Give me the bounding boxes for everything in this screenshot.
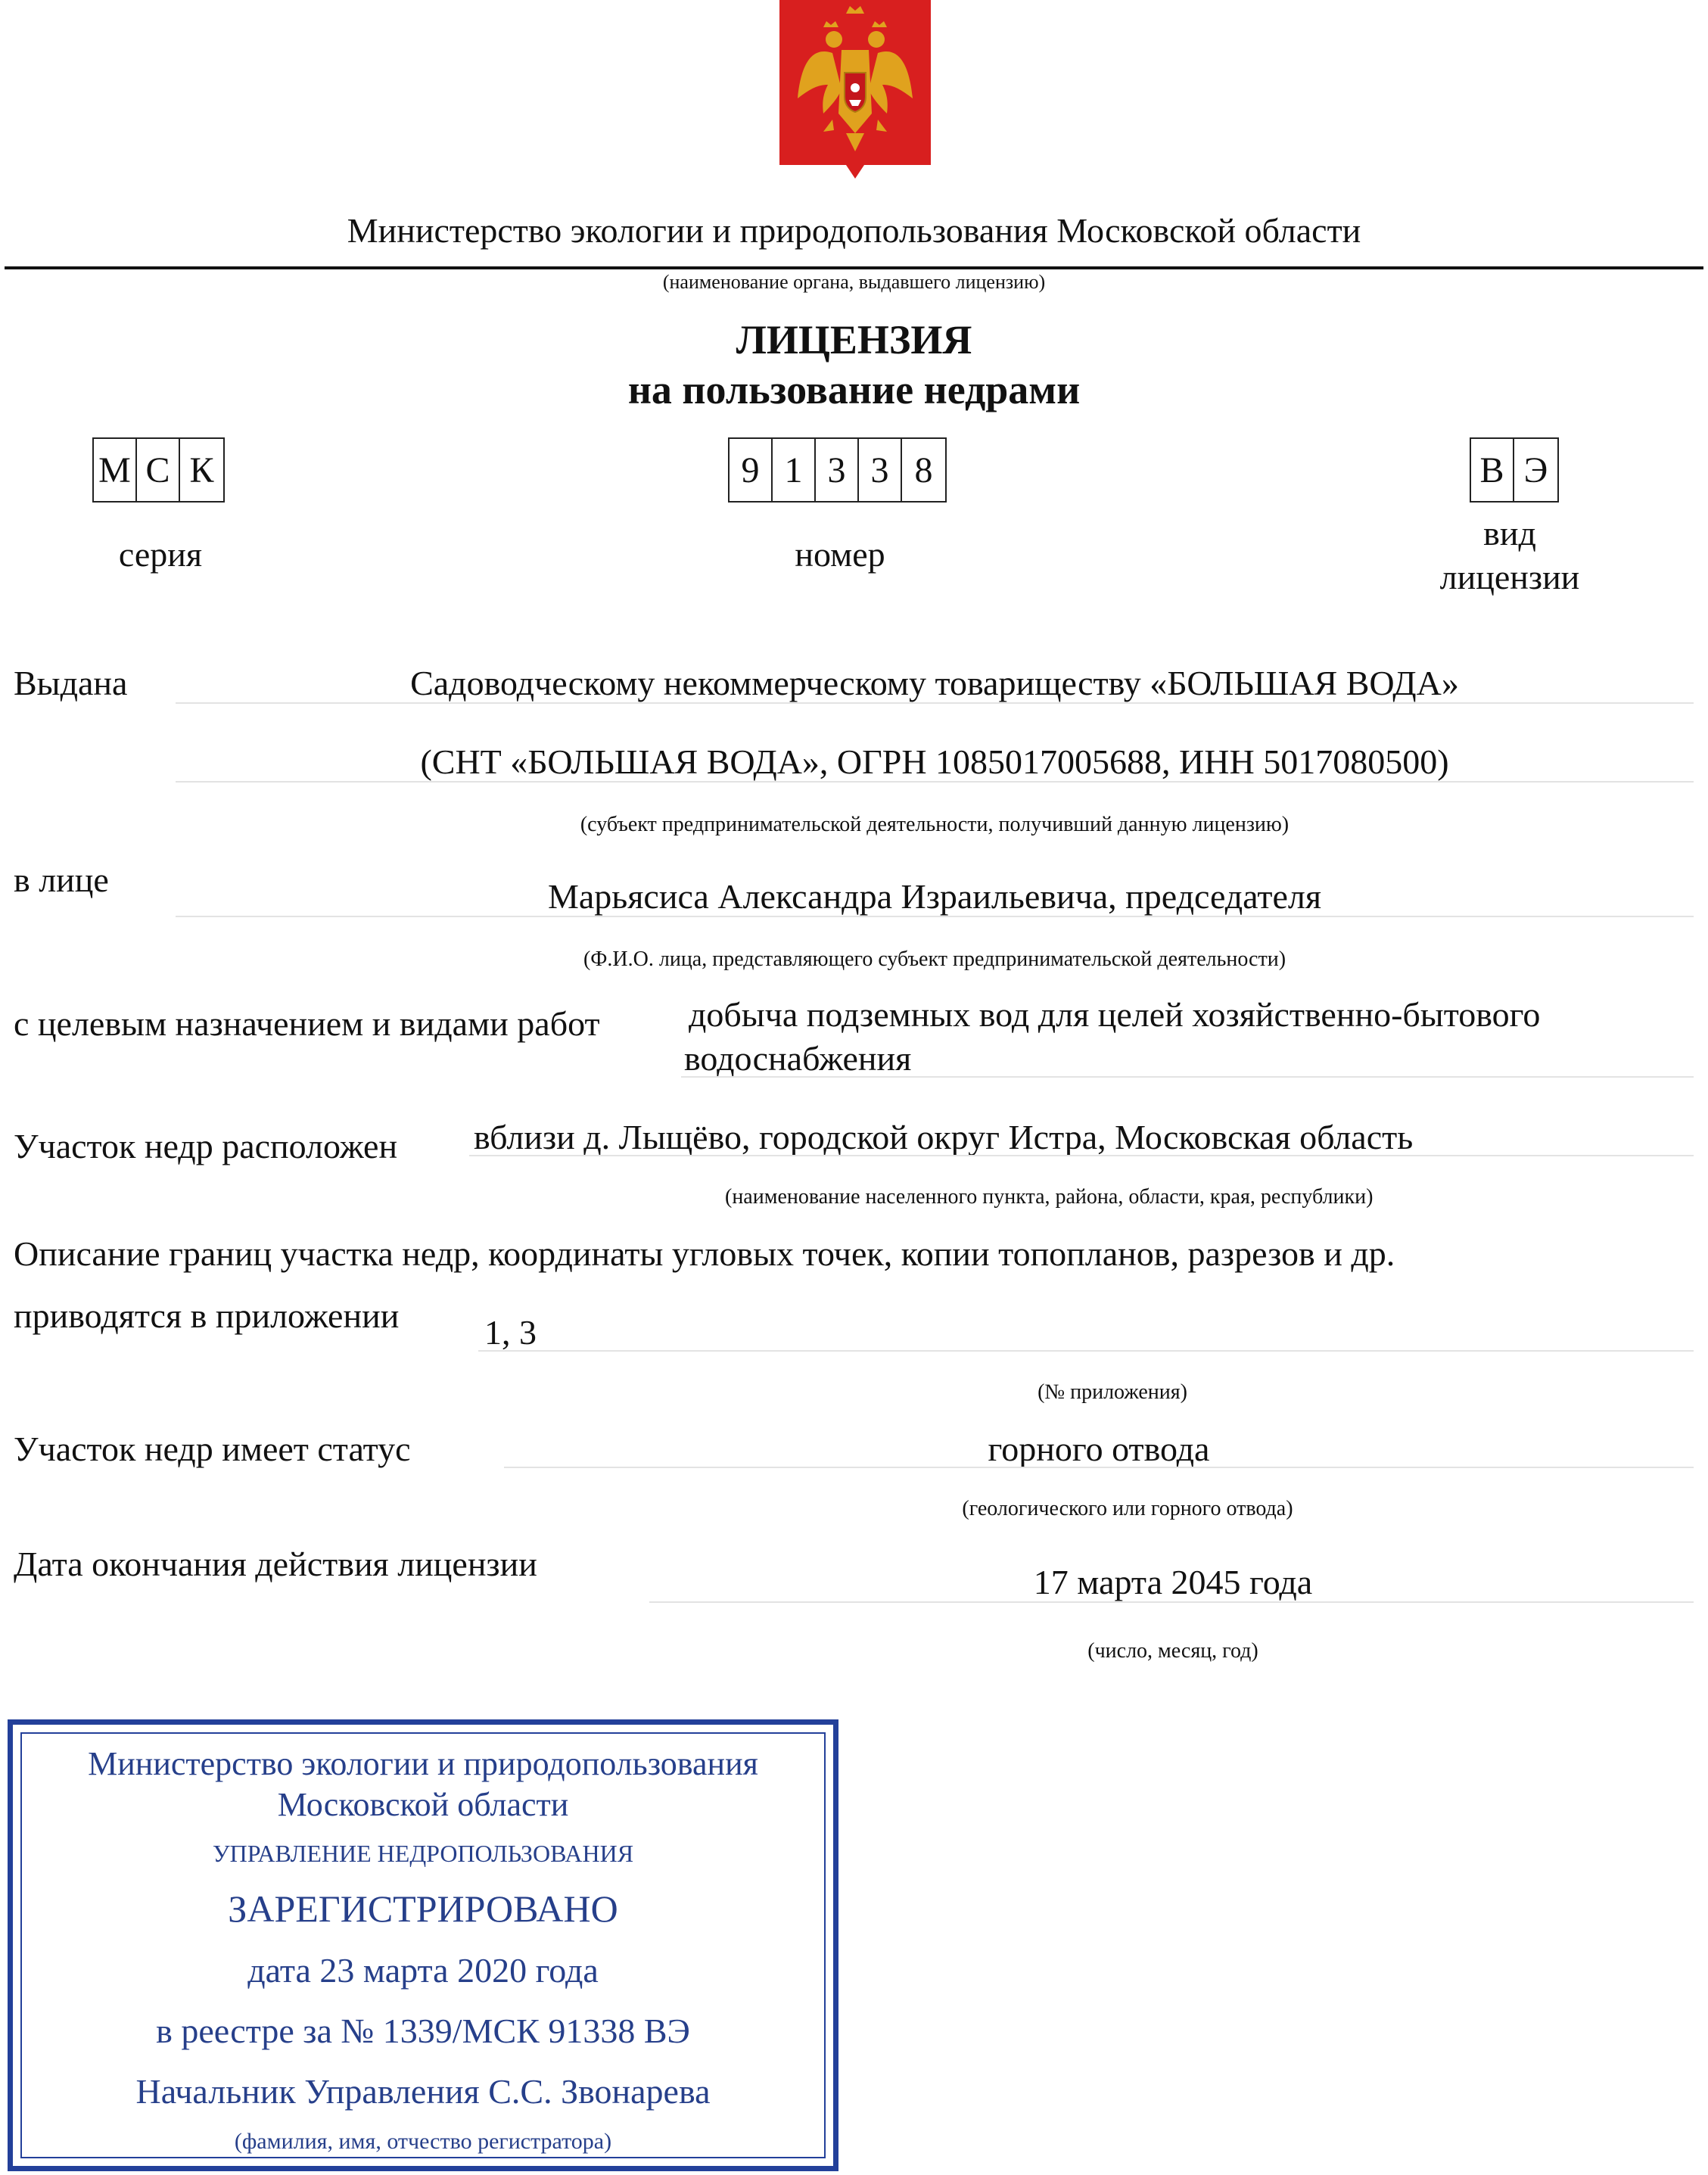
location-underline [469,1155,1694,1156]
license-type-label-1: вид [1483,514,1536,552]
location-label: Участок недр расположен [14,1127,398,1165]
license-type-char: В [1471,439,1514,501]
bounds-text: Описание границ участка недр, координаты угловых точек, копии топопланов, разрезов и др. [14,1234,1395,1273]
document-subtitle: на пользование недрами [627,367,1081,412]
issued-underline-2 [176,781,1694,783]
registration-stamp [8,1719,838,2171]
number-digit: 1 [773,439,816,501]
person-underline [176,916,1694,917]
stamp-head: Начальник Управления С.С. Звонарева [135,2072,711,2111]
series-boxes [92,437,225,503]
appendix-label: приводятся в приложении [14,1296,400,1335]
status-label: Участок недр имеет статус [14,1430,411,1468]
person-caption: (Ф.И.О. лица, представляющего субъект предпринимательской деятельности) [583,947,1286,971]
number-digit: 8 [914,450,933,490]
person-value: Марьясиса Александра Израильевича, председателя [547,877,1322,916]
purpose-line-2: водоснабжения [684,1039,912,1078]
expiry-label: Дата окончания действия лицензии [14,1545,537,1583]
number-label: номер [795,535,885,574]
stamp-ministry-line-1: Министерство экологии и природопользования [88,1745,758,1782]
location-value: вблизи д. Лыщёво, городской округ Истра, Московская область [474,1118,1414,1156]
license-type-char: Э [1523,450,1548,490]
number-digit: 3 [859,439,902,501]
status-caption: (геологического или горного отвода) [962,1497,1293,1520]
issued-caption: (субъект предпринимательской деятельности, получивший данную лицензию) [580,813,1290,836]
person-label: в лице [14,860,109,899]
expiry-underline [649,1601,1694,1603]
appendix-value: 1, 3 [484,1313,537,1352]
number-boxes [728,437,947,503]
purpose-line-1: добыча подземных вод для целей хозяйственно-бытового [689,995,1541,1034]
series-char: С [137,439,180,501]
license-type-boxes [1470,437,1559,503]
issued-line-1: Садоводческому некоммерческому товариществу «БОЛЬШАЯ ВОДА» [410,664,1459,702]
issuing-authority-caption: (наименование органа, выдавшего лицензию) [662,271,1046,293]
issued-label: Выдана [14,664,128,702]
number-digit: 3 [816,439,859,501]
registration-stamp-inner-border [20,1732,826,2158]
header-rule [5,266,1703,269]
series-char: К [189,450,214,490]
stamp-ministry-line-2: Московской области [277,1786,569,1823]
appendix-caption: (№ приложения) [1038,1380,1187,1404]
license-type-label-2: лицензии [1439,558,1580,596]
issuing-authority: Министерство экологии и природопользования Московской области [347,211,1361,250]
stamp-registered: ЗАРЕГИСТРИРОВАНО [228,1887,618,1930]
purpose-label: с целевым назначением и видами работ [14,1004,600,1043]
issued-underline-1 [176,702,1694,704]
number-digit: 9 [730,439,773,501]
series-char: М [94,439,137,501]
stamp-registry-number: в реестре за № 1339/МСК 91338 ВЭ [156,2012,690,2050]
stamp-date: дата 23 марта 2020 года [247,1951,599,1990]
document-title: ЛИЦЕНЗИЯ [736,317,972,362]
stamp-caption: (фамилия, имя, отчество регистратора) [234,2129,612,2154]
series-label: серия [118,535,203,574]
stamp-department: УПРАВЛЕНИЕ НЕДРОПОЛЬЗОВАНИЯ [212,1840,634,1867]
issued-line-2: (СНТ «БОЛЬШАЯ ВОДА», ОГРН 1085017005688, ИНН 5017080500) [420,742,1449,781]
purpose-underline [681,1076,1694,1078]
coat-of-arms [779,0,931,179]
russian-coat-of-arms-icon [779,0,931,179]
appendix-underline [478,1350,1694,1352]
status-value: горного отвода [988,1430,1210,1468]
location-caption: (наименование населенного пункта, района, области, края, республики) [725,1185,1374,1209]
expiry-caption: (число, месяц, год) [1087,1639,1258,1663]
expiry-value: 17 марта 2045 года [1033,1563,1313,1601]
status-underline [504,1467,1694,1468]
